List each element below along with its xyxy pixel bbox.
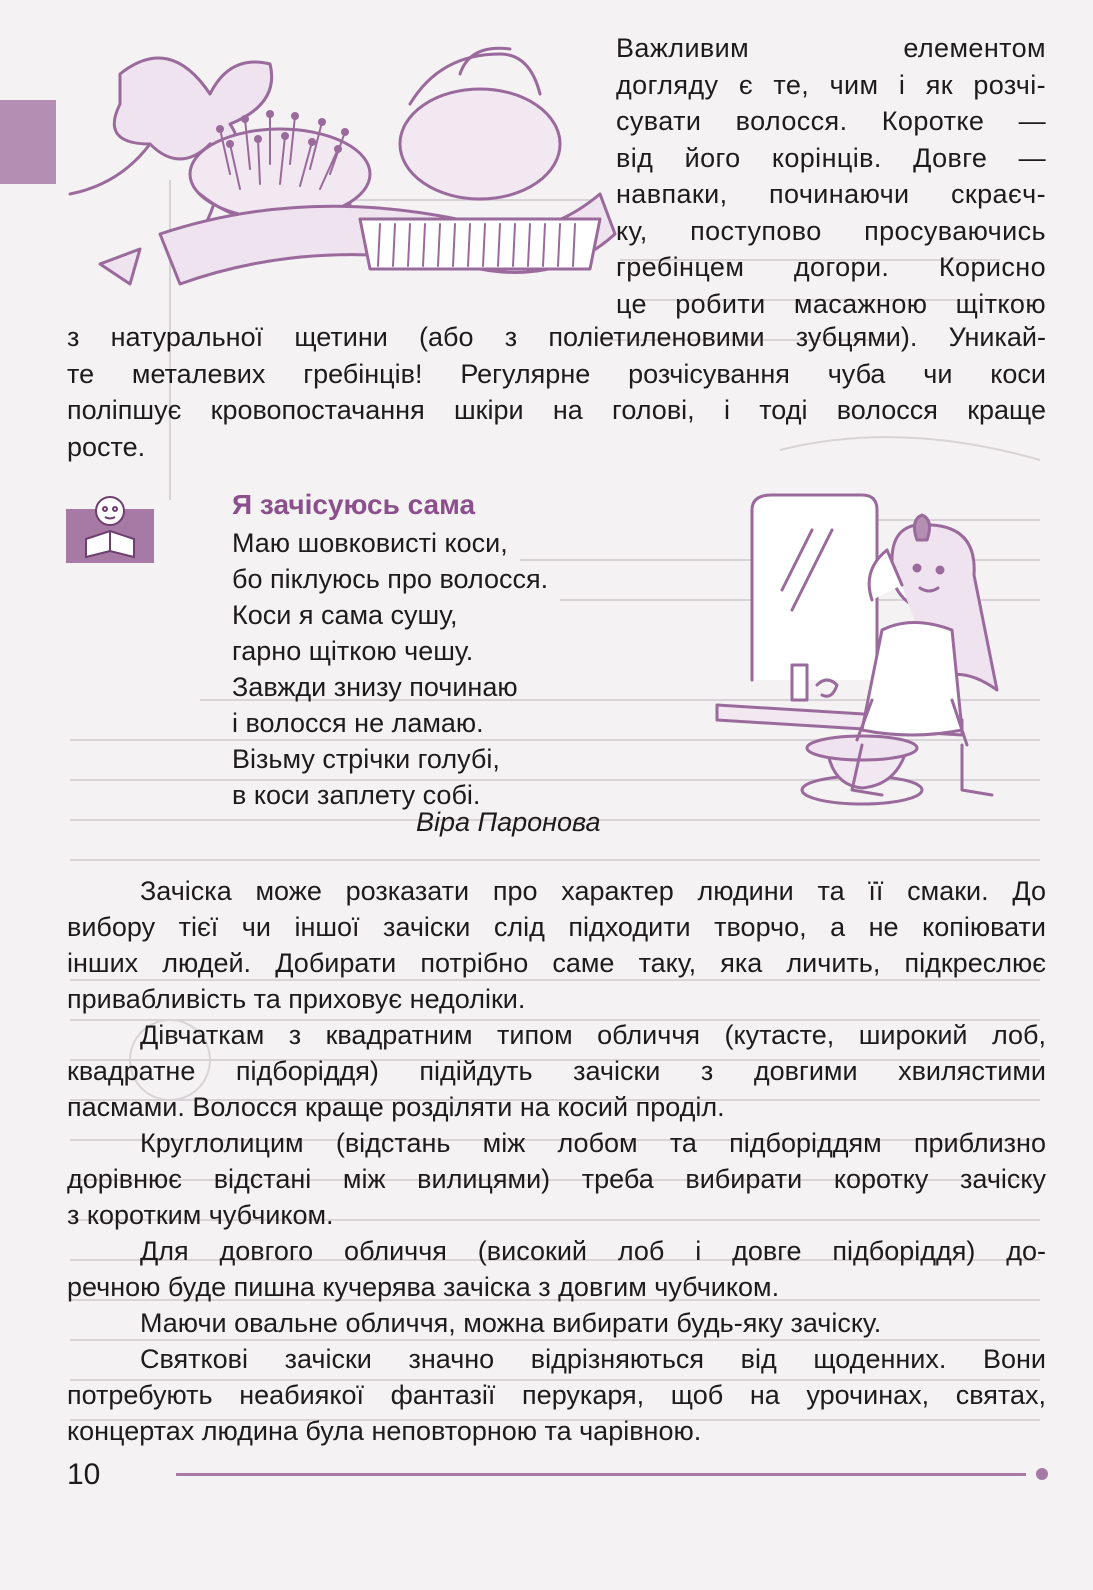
poem-line: Маю шовковисті коси, [232, 528, 508, 558]
text-line: гребінцем догори. Корисно [616, 252, 1046, 282]
text-line: Маючи овальне обличчя, можна вибирати будь-яку зачіску. [140, 1308, 882, 1338]
text-line: від його корінців. Довге — [616, 142, 1046, 173]
text-line: Зачіска може розказати про характер людини та її смаки. До [140, 876, 1046, 906]
paragraph [67, 1305, 1046, 1341]
text-line: ку, поступово просуваючись [616, 215, 1046, 246]
text-line: Святкові зачіски значно відрізняються від щоденних. Вони [140, 1344, 1046, 1374]
text-line: це робити масажною щіткою [616, 288, 1046, 319]
reading-figure-icon [66, 493, 154, 563]
poem-lines [232, 525, 548, 813]
text-line: дорівнює відстані між вилицями) треба вибирати коротку зачіску [67, 1164, 1046, 1194]
text-line: квадратне підборіддя) підійдуть зачіски з довгими хвилястими [67, 1056, 1046, 1086]
text-line: росте. [67, 431, 146, 462]
text-line: те металевих гребінців! Регулярне розчісування чуба чи коси [67, 358, 1046, 389]
text-line: Для довгого обличчя (високий лоб і довге підборіддя) до- [140, 1236, 1046, 1266]
hair-accessories-illustration [60, 34, 620, 294]
poem-line: Завжди знизу починаю [232, 672, 518, 702]
paragraph [67, 1341, 1046, 1449]
paragraph [67, 873, 1046, 1017]
text-line: Важливим елементом [616, 33, 1046, 63]
text-line: привабливість та приховує недоліки. [67, 984, 526, 1014]
text-line: інших людей. Добирати потрібно саме таку, яка личить, підкреслює [67, 948, 1046, 978]
text-line: навпаки, починаючи скраєч- [616, 179, 1046, 209]
poem-title: Я зачісуюсь сама [232, 489, 476, 520]
girl-combing-hair-illustration [712, 490, 1028, 820]
text-line: сувати волосся. Коротке — [616, 106, 1046, 136]
text-line: потребують неабиякої фантазії перукаря, щоб на урочинах, святах, [67, 1380, 1046, 1410]
poem-line: і волосся не ламаю. [232, 708, 484, 738]
poem-line: в коси заплету собі. [232, 780, 481, 810]
text-line: з коротким чубчиком. [67, 1200, 334, 1230]
page-number: 10 [67, 1458, 101, 1491]
intro-paragraph-full-width [67, 319, 1046, 465]
poem-line: гарно щіткою чешу. [232, 636, 474, 666]
footer-dot-icon [1036, 1468, 1048, 1480]
poem-author: Віра Паронова [416, 807, 601, 837]
paragraph [67, 1233, 1046, 1305]
text-line: пасмами. Волосся краще розділяти на косий проділ. [67, 1092, 725, 1122]
paragraph [67, 1017, 1046, 1125]
text-line: вибору тієї чи іншої зачіски слід підходити творчо, а не копіювати [67, 912, 1046, 942]
intro-paragraph-wrapped [616, 30, 1046, 322]
poem-line: бо піклуюсь про волосся. [232, 564, 549, 594]
text-line: Дівчаткам з квадратним типом обличчя (кутасте, широкий лоб, [140, 1020, 1046, 1050]
main-text [67, 873, 1046, 1449]
poem-line: Візьму стрічки голубі, [232, 744, 500, 774]
paragraph [67, 1125, 1046, 1233]
text-line: поліпшує кровопостачання шкіри на голові, і тоді волосся краще [67, 395, 1046, 425]
footer-divider [176, 1473, 1026, 1476]
text-line: з натуральної щетини (або з поліетиленовими зубцями). Уникай- [67, 322, 1046, 352]
poem-line: Коси я сама сушу, [232, 600, 458, 630]
text-line: речною буде пишна кучерява зачіска з довгим чубчиком. [67, 1272, 780, 1302]
text-line: Круглолицим (відстань між лобом та підборіддям приблизно [140, 1128, 1046, 1158]
chapter-tab-marker [0, 100, 56, 184]
text-line: догляду є те, чим і як розчі- [616, 69, 1046, 100]
text-line: концертах людина була неповторною та чарівною. [67, 1416, 702, 1446]
